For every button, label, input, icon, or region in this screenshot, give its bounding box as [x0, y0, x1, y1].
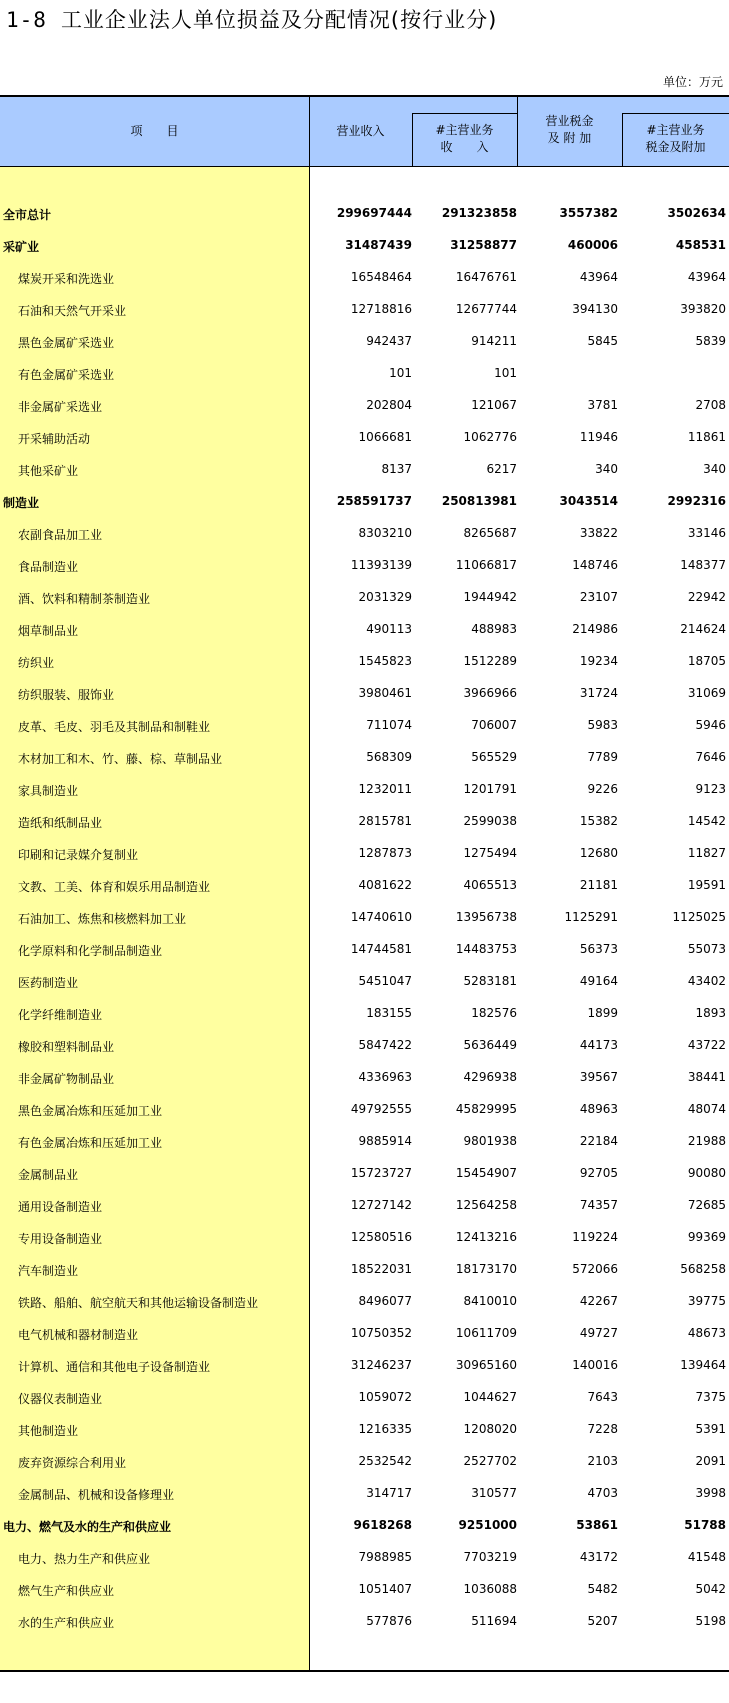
cell-tax: 7228	[587, 1422, 618, 1436]
table-row	[0, 1062, 729, 1094]
cell-tax: 4703	[587, 1486, 618, 1500]
cell-main-tax: 14542	[687, 814, 726, 828]
cell-main-tax: 9123	[695, 782, 726, 796]
cell-revenue: 711074	[366, 718, 412, 732]
cell-revenue: 8303210	[358, 526, 412, 540]
cell-main-tax: 99369	[687, 1230, 726, 1244]
row-label: 农副食品加工业	[18, 528, 103, 542]
row-label: 燃气生产和供应业	[18, 1584, 115, 1598]
cell-main-tax: 5042	[695, 1582, 726, 1596]
row-label: 仪器仪表制造业	[18, 1392, 103, 1406]
cell-revenue: 314717	[366, 1486, 412, 1500]
cell-tax: 572066	[572, 1262, 618, 1276]
unit-label: 单位：万元	[662, 75, 723, 89]
row-label: 石油加工、炼焦和核燃料加工业	[18, 912, 187, 926]
cell-main-revenue: 1062776	[463, 430, 517, 444]
cell-revenue: 31487439	[345, 238, 412, 252]
cell-main-tax: 458531	[675, 238, 726, 252]
row-label: 化学纤维制造业	[18, 1008, 103, 1022]
cell-main-tax: 3998	[695, 1486, 726, 1500]
row-label: 黑色金属冶炼和压延加工业	[18, 1104, 163, 1118]
cell-tax: 92705	[579, 1166, 618, 1180]
cell-revenue: 2031329	[358, 590, 412, 604]
cell-main-tax: 7375	[695, 1390, 726, 1404]
cell-main-revenue: 9251000	[458, 1518, 517, 1532]
cell-main-tax: 139464	[680, 1358, 726, 1372]
cell-main-revenue: 4296938	[463, 1070, 517, 1084]
cell-main-revenue: 3966966	[463, 686, 517, 700]
row-label: 金属制品、机械和设备修理业	[18, 1488, 175, 1502]
cell-tax: 214986	[572, 622, 618, 636]
table-row	[0, 1606, 729, 1638]
cell-revenue: 49792555	[350, 1102, 412, 1116]
cell-tax: 53861	[576, 1518, 618, 1532]
cell-tax: 3781	[587, 398, 618, 412]
bottom-border	[0, 1670, 729, 1672]
table-row	[0, 518, 729, 550]
cell-tax: 3557382	[559, 206, 618, 220]
table-row	[0, 486, 729, 518]
table-row	[0, 326, 729, 358]
cell-tax: 394130	[572, 302, 618, 316]
cell-main-revenue: 706007	[471, 718, 517, 732]
row-label: 非金属矿物制品业	[18, 1072, 115, 1086]
header-revenue: 营业收入	[336, 124, 385, 138]
cell-revenue: 10750352	[350, 1326, 412, 1340]
cell-tax: 119224	[572, 1230, 618, 1244]
row-label: 纺织服装、服饰业	[18, 688, 115, 702]
table-row	[0, 1414, 729, 1446]
cell-main-revenue: 13956738	[455, 910, 517, 924]
header-divider	[412, 113, 517, 114]
cell-main-tax: 2708	[695, 398, 726, 412]
cell-main-revenue: 1944942	[463, 590, 517, 604]
cell-main-revenue: 250813981	[441, 494, 517, 508]
cell-main-revenue: 31258877	[450, 238, 517, 252]
page-title	[6, 4, 497, 34]
cell-main-revenue: 511694	[471, 1614, 517, 1628]
cell-revenue: 490113	[366, 622, 412, 636]
cell-revenue: 12580516	[350, 1230, 412, 1244]
row-label: 文教、工美、体育和娱乐用品制造业	[18, 880, 211, 894]
cell-revenue: 1545823	[358, 654, 412, 668]
table-row	[0, 1190, 729, 1222]
table-row	[0, 1574, 729, 1606]
cell-main-tax: 393820	[680, 302, 726, 316]
row-label: 电气机械和器材制造业	[18, 1328, 139, 1342]
cell-tax: 3043514	[559, 494, 618, 508]
cell-tax: 23107	[579, 590, 618, 604]
cell-tax: 33822	[579, 526, 618, 540]
row-label: 通用设备制造业	[18, 1200, 103, 1214]
row-label: 电力、热力生产和供应业	[18, 1552, 151, 1566]
cell-main-tax: 7646	[695, 750, 726, 764]
cell-main-revenue: 6217	[486, 462, 517, 476]
cell-main-tax: 43722	[687, 1038, 726, 1052]
cell-revenue: 8496077	[358, 1294, 412, 1308]
table-row	[0, 1286, 729, 1318]
cell-main-revenue: 12677744	[455, 302, 517, 316]
table-row	[0, 1158, 729, 1190]
table-row	[0, 710, 729, 742]
cell-main-tax: 568258	[680, 1262, 726, 1276]
cell-main-revenue: 291323858	[441, 206, 517, 220]
row-label: 金属制品业	[18, 1168, 79, 1182]
cell-main-revenue: 1201791	[463, 782, 517, 796]
cell-tax: 19234	[579, 654, 618, 668]
table-row	[0, 422, 729, 454]
cell-revenue: 12718816	[350, 302, 412, 316]
cell-revenue: 2815781	[358, 814, 412, 828]
table-row	[0, 838, 729, 870]
cell-revenue: 942437	[366, 334, 412, 348]
cell-tax: 5845	[587, 334, 618, 348]
cell-main-revenue: 1036088	[463, 1582, 517, 1596]
row-label: 计算机、通信和其他电子设备制造业	[18, 1360, 211, 1374]
cell-revenue: 568309	[366, 750, 412, 764]
cell-main-tax: 43964	[687, 270, 726, 284]
cell-revenue: 9885914	[358, 1134, 412, 1148]
cell-tax: 42267	[579, 1294, 618, 1308]
cell-main-revenue: 12564258	[455, 1198, 517, 1212]
cell-tax: 340	[595, 462, 618, 476]
cell-main-tax: 2992316	[667, 494, 726, 508]
row-label: 其他制造业	[18, 1424, 79, 1438]
cell-main-revenue: 30965160	[455, 1358, 517, 1372]
cell-main-revenue: 2527702	[463, 1454, 517, 1468]
cell-revenue: 1287873	[358, 846, 412, 860]
row-label: 开采辅助活动	[18, 432, 91, 446]
row-label: 印刷和记录媒介复制业	[18, 848, 139, 862]
cell-main-tax: 33146	[687, 526, 726, 540]
cell-revenue: 8137	[381, 462, 412, 476]
row-label: 制造业	[3, 496, 40, 510]
cell-main-tax: 43402	[687, 974, 726, 988]
cell-main-tax: 41548	[687, 1550, 726, 1564]
cell-main-tax: 19591	[687, 878, 726, 892]
table-row	[0, 1126, 729, 1158]
cell-main-revenue: 310577	[471, 1486, 517, 1500]
row-label: 铁路、船舶、航空航天和其他运输设备制造业	[18, 1296, 259, 1310]
row-label: 家具制造业	[18, 784, 79, 798]
row-label: 纺织业	[18, 656, 55, 670]
row-label: 黑色金属矿采选业	[18, 336, 115, 350]
cell-main-tax: 214624	[680, 622, 726, 636]
table-row	[0, 742, 729, 774]
row-label: 食品制造业	[18, 560, 79, 574]
header-divider	[622, 113, 729, 114]
table-row	[0, 198, 729, 230]
cell-revenue: 14740610	[350, 910, 412, 924]
row-label: 医药制造业	[18, 976, 79, 990]
table-row	[0, 390, 729, 422]
cell-main-tax: 31069	[687, 686, 726, 700]
cell-main-tax: 38441	[687, 1070, 726, 1084]
row-label: 其他采矿业	[18, 464, 79, 478]
cell-main-revenue: 121067	[471, 398, 517, 412]
cell-main-revenue: 101	[494, 366, 517, 380]
table-row	[0, 1510, 729, 1542]
cell-main-tax: 5839	[695, 334, 726, 348]
cell-main-tax: 51788	[684, 1518, 726, 1532]
row-label: 酒、饮料和精制茶制造业	[18, 592, 151, 606]
cell-main-revenue: 1275494	[463, 846, 517, 860]
cell-tax: 39567	[579, 1070, 618, 1084]
cell-tax: 31724	[579, 686, 618, 700]
cell-main-tax: 5946	[695, 718, 726, 732]
row-label: 石油和天然气开采业	[18, 304, 127, 318]
cell-revenue: 4081622	[358, 878, 412, 892]
cell-tax: 5207	[587, 1614, 618, 1628]
cell-revenue: 1051407	[358, 1582, 412, 1596]
table-row	[0, 1094, 729, 1126]
cell-revenue: 258591737	[336, 494, 412, 508]
cell-tax: 7643	[587, 1390, 618, 1404]
cell-tax: 140016	[572, 1358, 618, 1372]
table-row	[0, 1350, 729, 1382]
table-row	[0, 870, 729, 902]
cell-main-tax: 72685	[687, 1198, 726, 1212]
cell-main-tax: 11861	[687, 430, 726, 444]
cell-tax: 48963	[579, 1102, 618, 1116]
row-label: 化学原料和化学制品制造业	[18, 944, 163, 958]
table-row	[0, 1222, 729, 1254]
row-label: 采矿业	[3, 240, 40, 254]
cell-main-tax: 48673	[687, 1326, 726, 1340]
cell-main-revenue: 914211	[471, 334, 517, 348]
row-label: 造纸和纸制品业	[18, 816, 103, 830]
cell-tax: 148746	[572, 558, 618, 572]
cell-tax: 12680	[579, 846, 618, 860]
row-label: 汽车制造业	[18, 1264, 79, 1278]
cell-main-tax: 1125025	[672, 910, 726, 924]
header-item: 项 目	[130, 124, 179, 138]
row-label: 烟草制品业	[18, 624, 79, 638]
table-row	[0, 934, 729, 966]
cell-revenue: 31246237	[350, 1358, 412, 1372]
cell-revenue: 577876	[366, 1614, 412, 1628]
cell-revenue: 9618268	[353, 1518, 412, 1532]
cell-main-revenue: 10611709	[455, 1326, 517, 1340]
table-row	[0, 358, 729, 390]
cell-tax: 49727	[579, 1326, 618, 1340]
cell-main-revenue: 45829995	[455, 1102, 517, 1116]
cell-revenue: 5451047	[358, 974, 412, 988]
cell-main-tax: 3502634	[667, 206, 726, 220]
cell-revenue: 299697444	[336, 206, 412, 220]
cell-main-tax: 340	[703, 462, 726, 476]
cell-main-revenue: 8410010	[463, 1294, 517, 1308]
cell-main-revenue: 7703219	[463, 1550, 517, 1564]
cell-tax: 74357	[579, 1198, 618, 1212]
cell-tax: 7789	[587, 750, 618, 764]
cell-main-revenue: 12413216	[455, 1230, 517, 1244]
cell-revenue: 2532542	[358, 1454, 412, 1468]
cell-main-tax: 11827	[687, 846, 726, 860]
cell-revenue: 1216335	[358, 1422, 412, 1436]
cell-revenue: 1059072	[358, 1390, 412, 1404]
header-tax: 营业税金 及 附 加	[545, 114, 594, 145]
cell-revenue: 1066681	[358, 430, 412, 444]
cell-main-tax: 39775	[687, 1294, 726, 1308]
cell-tax: 460006	[567, 238, 618, 252]
cell-main-tax: 148377	[680, 558, 726, 572]
cell-revenue: 15723727	[350, 1166, 412, 1180]
cell-tax: 1125291	[564, 910, 618, 924]
row-label: 非金属矿采选业	[18, 400, 103, 414]
cell-main-tax: 2091	[695, 1454, 726, 1468]
cell-tax: 9226	[587, 782, 618, 796]
cell-tax: 5983	[587, 718, 618, 732]
row-label: 有色金属矿采选业	[18, 368, 115, 382]
cell-main-revenue: 182576	[471, 1006, 517, 1020]
table-row	[0, 774, 729, 806]
table-row	[0, 1478, 729, 1510]
table-row	[0, 262, 729, 294]
cell-tax: 15382	[579, 814, 618, 828]
cell-revenue: 18522031	[350, 1262, 412, 1276]
table-row	[0, 1382, 729, 1414]
cell-tax: 56373	[579, 942, 618, 956]
row-label: 专用设备制造业	[18, 1232, 103, 1246]
cell-tax: 5482	[587, 1582, 618, 1596]
table-row	[0, 1030, 729, 1062]
row-label: 废弃资源综合利用业	[18, 1456, 127, 1470]
table-row	[0, 550, 729, 582]
header-main-revenue: #主营业务 收 入	[435, 123, 494, 154]
cell-tax: 43172	[579, 1550, 618, 1564]
table-row	[0, 1542, 729, 1574]
cell-revenue: 14744581	[350, 942, 412, 956]
cell-main-tax: 18705	[687, 654, 726, 668]
row-label: 有色金属冶炼和压延加工业	[18, 1136, 163, 1150]
cell-main-tax: 90080	[687, 1166, 726, 1180]
cell-main-revenue: 5636449	[463, 1038, 517, 1052]
cell-revenue: 1232011	[358, 782, 412, 796]
cell-main-tax: 48074	[687, 1102, 726, 1116]
cell-main-revenue: 1044627	[463, 1390, 517, 1404]
row-label: 皮革、毛皮、羽毛及其制品和制鞋业	[18, 720, 211, 734]
cell-main-revenue: 16476761	[455, 270, 517, 284]
table-row	[0, 806, 729, 838]
table-row	[0, 582, 729, 614]
cell-revenue: 101	[389, 366, 412, 380]
cell-revenue: 4336963	[358, 1070, 412, 1084]
cell-main-tax: 5391	[695, 1422, 726, 1436]
cell-main-revenue: 1512289	[463, 654, 517, 668]
cell-main-revenue: 2599038	[463, 814, 517, 828]
cell-revenue: 3980461	[358, 686, 412, 700]
table-row	[0, 998, 729, 1030]
row-label: 橡胶和塑料制品业	[18, 1040, 115, 1054]
cell-tax: 21181	[579, 878, 618, 892]
row-label: 电力、燃气及水的生产和供应业	[3, 1520, 172, 1534]
row-label: 全市总计	[3, 208, 52, 222]
cell-revenue: 16548464	[350, 270, 412, 284]
table-row	[0, 454, 729, 486]
table-row	[0, 646, 729, 678]
cell-main-revenue: 8265687	[463, 526, 517, 540]
cell-tax: 43964	[579, 270, 618, 284]
table-number: 1-8	[6, 8, 47, 32]
cell-tax: 1899	[587, 1006, 618, 1020]
table-row	[0, 614, 729, 646]
cell-main-revenue: 15454907	[455, 1166, 517, 1180]
cell-main-revenue: 9801938	[463, 1134, 517, 1148]
cell-main-tax: 55073	[687, 942, 726, 956]
header-main-tax: #主营业务 税金及附加	[645, 123, 706, 154]
cell-revenue: 5847422	[358, 1038, 412, 1052]
cell-tax: 22184	[579, 1134, 618, 1148]
cell-tax: 44173	[579, 1038, 618, 1052]
cell-main-revenue: 1208020	[463, 1422, 517, 1436]
table-row	[0, 230, 729, 262]
cell-tax: 2103	[587, 1454, 618, 1468]
cell-revenue: 7988985	[358, 1550, 412, 1564]
cell-revenue: 12727142	[350, 1198, 412, 1212]
table-row	[0, 966, 729, 998]
table-title: 工业企业法人单位损益及分配情况(按行业分)	[60, 8, 498, 32]
table-row	[0, 1446, 729, 1478]
table-row	[0, 294, 729, 326]
table-row	[0, 902, 729, 934]
table-row	[0, 1254, 729, 1286]
cell-main-revenue: 18173170	[455, 1262, 517, 1276]
cell-revenue: 183155	[366, 1006, 412, 1020]
cell-main-tax: 5198	[695, 1614, 726, 1628]
cell-main-revenue: 4065513	[463, 878, 517, 892]
table-row	[0, 678, 729, 710]
cell-main-revenue: 488983	[471, 622, 517, 636]
cell-main-tax: 21988	[687, 1134, 726, 1148]
cell-revenue: 202804	[366, 398, 412, 412]
cell-main-revenue: 11066817	[455, 558, 517, 572]
cell-main-tax: 1893	[695, 1006, 726, 1020]
cell-main-tax: 22942	[687, 590, 726, 604]
cell-tax: 49164	[579, 974, 618, 988]
table-row	[0, 1318, 729, 1350]
row-label: 煤炭开采和洗选业	[18, 272, 115, 286]
row-label: 水的生产和供应业	[18, 1616, 115, 1630]
cell-main-revenue: 565529	[471, 750, 517, 764]
row-label: 木材加工和木、竹、藤、棕、草制品业	[18, 752, 223, 766]
cell-main-revenue: 5283181	[463, 974, 517, 988]
cell-revenue: 11393139	[350, 558, 412, 572]
cell-tax: 11946	[579, 430, 618, 444]
cell-main-revenue: 14483753	[455, 942, 517, 956]
